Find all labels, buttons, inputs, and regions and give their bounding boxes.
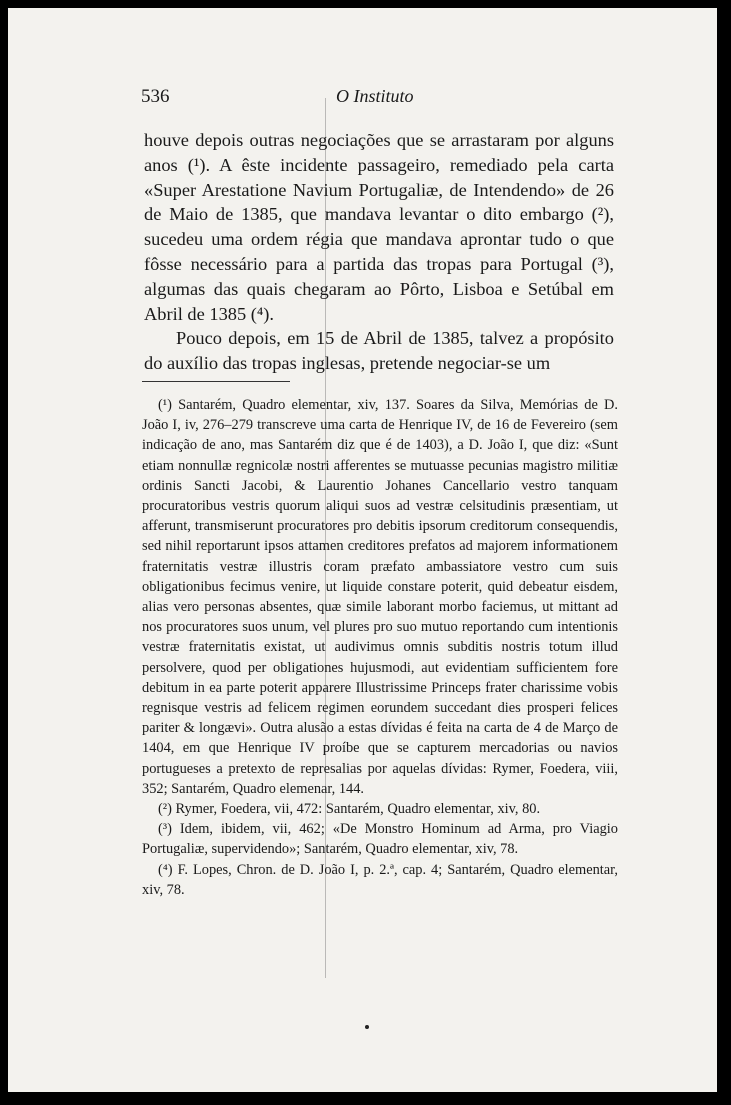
ink-speck [365,1025,369,1029]
footnote-1: (¹) Santarém, Quadro elementar, xiv, 137. Soares da Silva, Memórias de D. João I, iv, 276–279 transcreve uma carta de Henrique IV, de 16 de Fevereiro (sem indicação de ano, mas Santarém diz que é de 1403), a D. João I, que diz: «Sunt etiam nonnullæ regnicolæ nostri afferentes se mutuasse pecunias magistro militiæ ordinis Sancti Jacobi, & Laurentio Johanes Cancellario vestro tanquam procuratoribus vestris quorum aliqui suos ad vestræ celsitudinis præsentiam, ut afferunt, transmiserunt procuratores pro debitis ipsorum creditorum consequendis, sed nihil reportarunt ipsos attamen creditores prefatos ad majorem informationem fraternitatis vestræ illustris coram præfato ambassiatore vestro cum suis obligationibus fecimus venire, ut liquide constare poterit, quid debeatur eisdem, alias vero personas absentes, quæ simile laborant morbo faciemus, ut mittant ad nos procuratores suos unum, vel plures pro suo mutuo reportando cum intentionis vestræ fraternitatis existat, ut audivimus omnis subditis nostris totum illud persolvere, quod per obligationes hujusmodi, aut evidentiam sufficientem fore debitum in ea parte poterit apparere Illustrissime Princeps frater charissime vobis regnisque vestris ad felicem regimen eorundem succedant dies prosperi felices pariter & longævi». Outra alusão a estas dívidas é feita na carta de 4 de Março de 1404, em que Henrique IV proíbe que se capturem mercadorias ou navios portugueses a pretexto de represalias por aquelas dívidas: Rymer, Foedera, viii, 352; Santarém, Quadro elemenar, 144. [142,397,618,797]
footnote-separator [142,381,290,382]
running-title: O Instituto [336,86,414,106]
paragraph: houve depois outras negociações que se arrastaram por alguns anos (¹). A êste incidente passageiro, remediado pela carta «Super Arestatione Navium Portugaliæ, de Intendendo» de 26 de Maio de 1385, que mandava levantar o dito embargo (²), sucedeu uma ordem régia que mandava aprontar tudo o que fôsse necessário para a partida das tropas para Portugal (³), algumas das quais chegaram ao Pôrto, Lisboa e Setúbal em Abril de 1385 (⁴). [144,130,614,324]
book-page [8,8,717,1092]
paragraph: Pouco depois, em 15 de Abril de 1385, talvez a propósito do auxílio das tropas inglesas, pretende negociar-se um [144,328,614,374]
page-header [8,86,717,116]
footnotes [142,395,618,900]
footnote-4: (⁴) F. Lopes, Chron. de D. João I, p. 2.ª, cap. 4; Santarém, Quadro elementar, xiv, 78. [142,861,618,898]
page-number: 536 [141,86,170,107]
footnote-2: (²) Rymer, Foedera, vii, 472: Santarém, Quadro elementar, xiv, 80. [158,801,541,818]
footnote-3: (³) Idem, ibidem, vii, 462; «De Monstro Hominum ad Arma, pro Viagio Portugaliæ, supervidendo»; Santarém, Quadro elementar, xiv, 78. [142,821,618,858]
main-text [144,128,614,376]
